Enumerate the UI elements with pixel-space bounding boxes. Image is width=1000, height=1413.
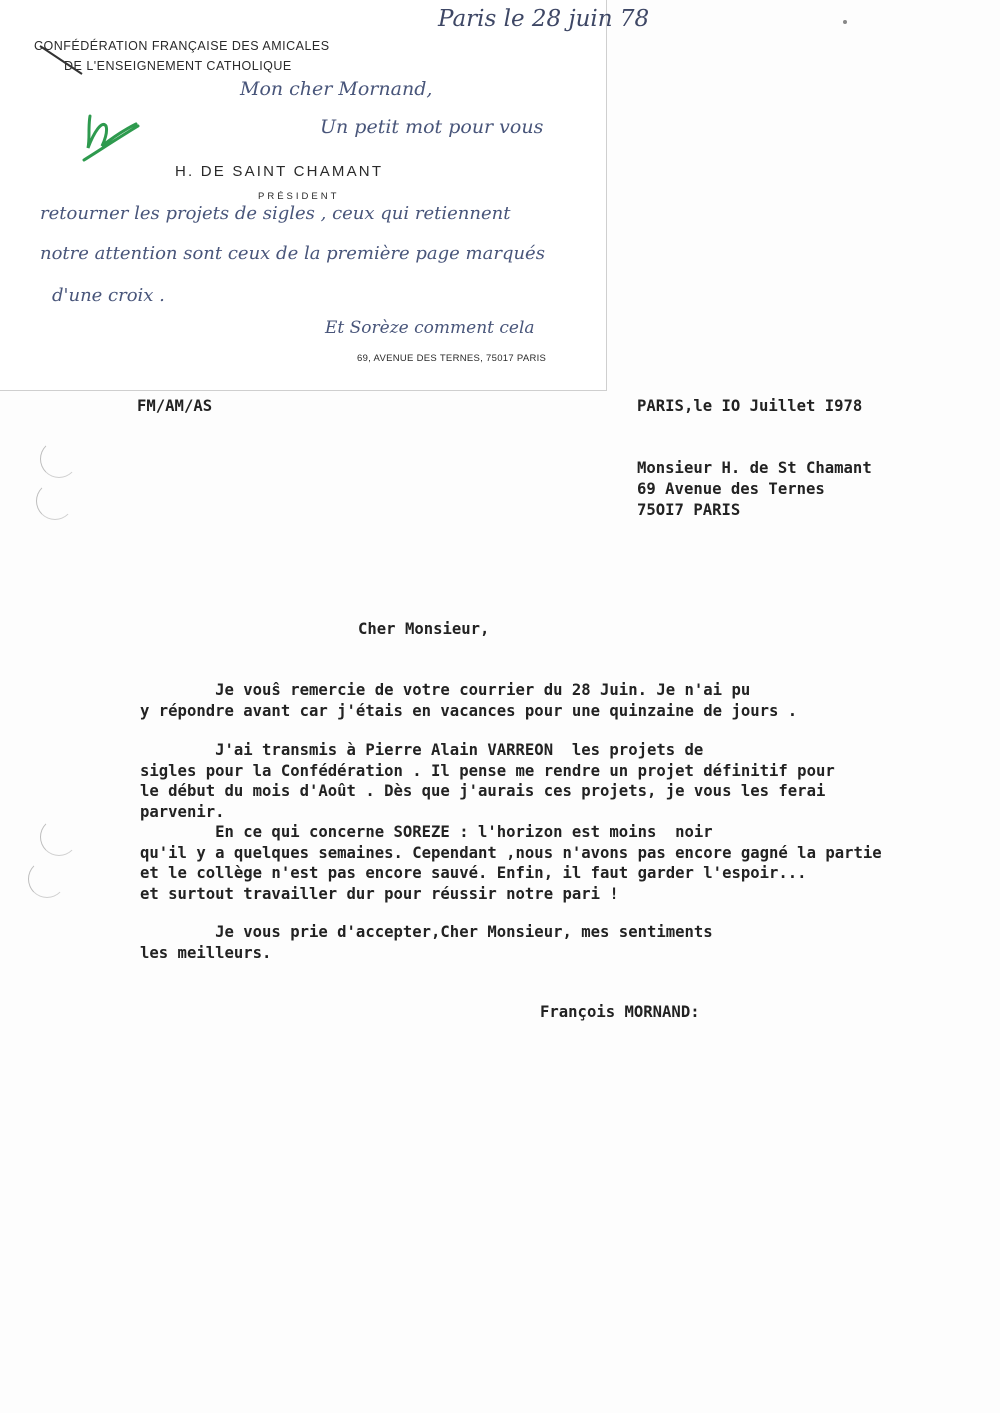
paragraph-line: les meilleurs. <box>140 943 272 962</box>
recipient-address <box>637 458 872 521</box>
handwritten-line-2: Un petit mot pour vous <box>320 116 544 138</box>
recipient-line: 69 Avenue des Ternes <box>637 480 825 498</box>
pen-slash-mark <box>38 42 88 78</box>
salutation: Cher Monsieur, <box>358 620 490 638</box>
punch-hole-mark <box>36 482 74 520</box>
paragraph-line: sigles pour la Confédération . Il pense me rendre un projet définitif pour <box>140 761 835 780</box>
handwritten-date: Paris le 28 juin 78 <box>438 6 650 32</box>
punch-hole-mark <box>40 818 78 856</box>
paragraph <box>140 922 713 963</box>
paragraph-line: qu'il y a quelques semaines. Cependant ,nous n'avons pas encore gagné la partie <box>140 843 882 862</box>
handwritten-line-3: retourner les projets de sigles , ceux qui retiennent <box>40 203 511 224</box>
paragraph-line: le début du mois d'Août . Dès que j'aurais ces projets, je vous les ferai <box>140 782 826 800</box>
handwritten-line-6: Et Sorèze comment cela <box>325 318 535 338</box>
sender-name: H. DE SAINT CHAMANT <box>175 163 384 180</box>
letter-date: PARIS,le IO Juillet I978 <box>637 397 863 415</box>
green-initial-mark <box>78 108 144 164</box>
paragraph-line: Je vous prie d'accepter,Cher Monsieur, mes sentiments <box>140 923 713 941</box>
signature: François MORNAND: <box>540 1003 700 1021</box>
handwritten-line-5: d'une croix . <box>52 285 165 306</box>
paragraph-line: J'ai transmis à Pierre Alain VARREON les projets de <box>140 741 704 759</box>
letterhead-address: 69, AVENUE DES TERNES, 75017 PARIS <box>357 353 547 364</box>
compliment-card <box>0 0 650 391</box>
paragraph-line: et surtout travailler dur pour réussir notre pari ! <box>140 884 619 903</box>
org-line-1: CONFÉDÉRATION FRANÇAISE DES AMICALES <box>34 39 330 53</box>
recipient-line: 75OI7 PARIS <box>637 501 741 519</box>
paragraph <box>140 680 797 721</box>
paragraph <box>140 822 882 904</box>
sender-title: PRÉSIDENT <box>258 191 340 202</box>
handwritten-line-4: notre attention sont ceux de la première page marqués <box>40 243 545 264</box>
punch-hole-mark <box>28 860 66 898</box>
org-line-2: DE L'ENSEIGNEMENT CATHOLIQUE <box>64 59 292 73</box>
paragraph <box>140 740 835 822</box>
paper-speck <box>843 20 847 24</box>
recipient-line: Monsieur H. de St Chamant <box>637 459 872 477</box>
handwritten-greeting: Mon cher Mornand, <box>240 78 433 100</box>
paragraph-line: y répondre avant car j'étais en vacances pour une quinzaine de jours . <box>140 701 798 720</box>
paragraph-line: parvenir. <box>140 802 225 821</box>
paragraph-line: et le collège n'est pas encore sauvé. Enfin, il faut garder l'espoir... <box>140 864 807 882</box>
paragraph-line: En ce qui concerne SOREZE : l'horizon est moins noir <box>140 823 713 841</box>
paragraph-line: Je vouŝ remercie de votre courrier du 28 Juin. Je n'ai pu <box>140 681 751 699</box>
punch-hole-mark <box>40 440 78 478</box>
reference-code: FM/AM/AS <box>137 397 213 415</box>
